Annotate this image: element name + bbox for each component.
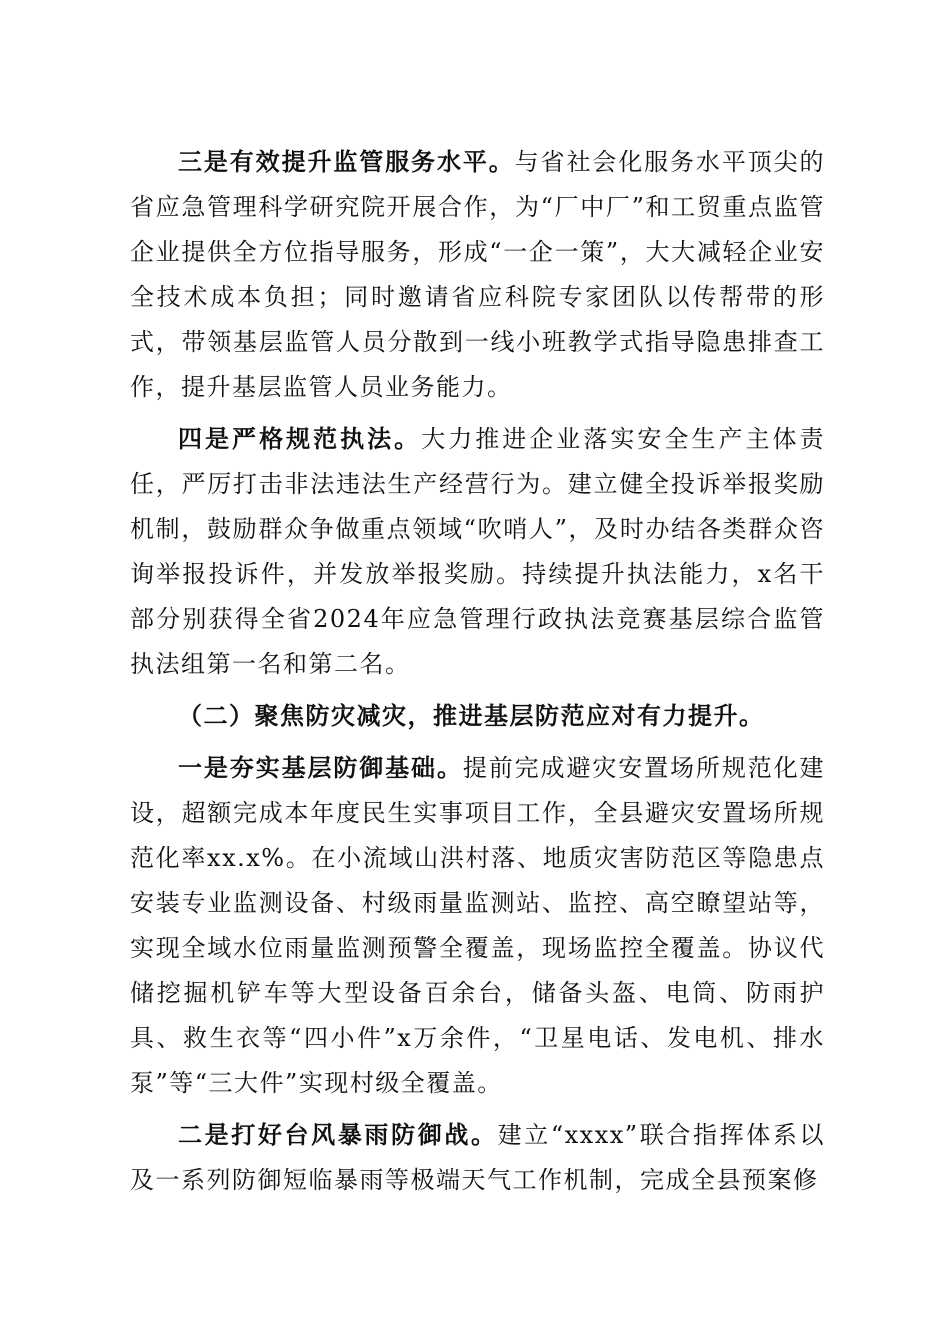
paragraph-lead: 三是有效提升监管服务水平。 bbox=[178, 148, 515, 176]
paragraph-defense-foundation bbox=[130, 746, 825, 1106]
paragraph-lead: 一是夯实基层防御基础。 bbox=[178, 754, 463, 782]
paragraph-text: 提前完成避灾安置场所规范化建设，超额完成本年度民生实事项目工作，全县避灾安置场所规范化率xx.x%。在小流域山洪村落、地质灾害防范区等隐患点安装专业监测设备、村级雨量监测站、监控、高空瞭望站等，实现全域水位雨量监测预警全覆盖，现场监控全覆盖。协议代储挖掘机铲车等大型设备百余台，储备头盔、电筒、防雨护具、救生衣等“四小件”x万余件，“卫星电话、发电机、排水泵”等“三大件”实现村级全覆盖。 bbox=[130, 754, 826, 1097]
paragraph-typhoon-defense bbox=[130, 1113, 825, 1203]
paragraph-law-enforcement bbox=[130, 417, 825, 687]
section-heading: （二）聚焦防灾减灾，推进基层防范应对有力提升。 bbox=[178, 702, 765, 730]
paragraph-lead: 二是打好台风暴雨防御战。 bbox=[178, 1121, 498, 1149]
paragraph-text: 大力推进企业落实安全生产主体责任，严厉打击非法违法生产经营行为。建立健全投诉举报奖励机制，鼓励群众争做重点领域“吹哨人”，及时办结各类群众咨询举报投诉件，并发放举报奖励。持续提升执法能力，x名干部分别获得全省2024年应急管理行政执法竞赛基层综合监管执法组第一名和第二名。 bbox=[130, 425, 826, 678]
document-body bbox=[130, 140, 825, 1210]
paragraph-text: 与省社会化服务水平顶尖的省应急管理科学研究院开展合作，为“厂中厂”和工贸重点监管企业提供全方位指导服务，形成“一企一策”，大大减轻企业安全技术成本负担；同时邀请省应科院专家团队以传帮带的形式，带领基层监管人员分散到一线小班教学式指导隐患排查工作，提升基层监管人员业务能力。 bbox=[130, 148, 826, 401]
paragraph-lead: 四是严格规范执法。 bbox=[178, 425, 422, 453]
paragraph-text: 建立“xxxx”联合指挥体系以及一系列防御短临暴雨等极端天气工作机制，完成全县预案修 bbox=[130, 1121, 825, 1194]
paragraph-supervision-service bbox=[130, 140, 825, 410]
